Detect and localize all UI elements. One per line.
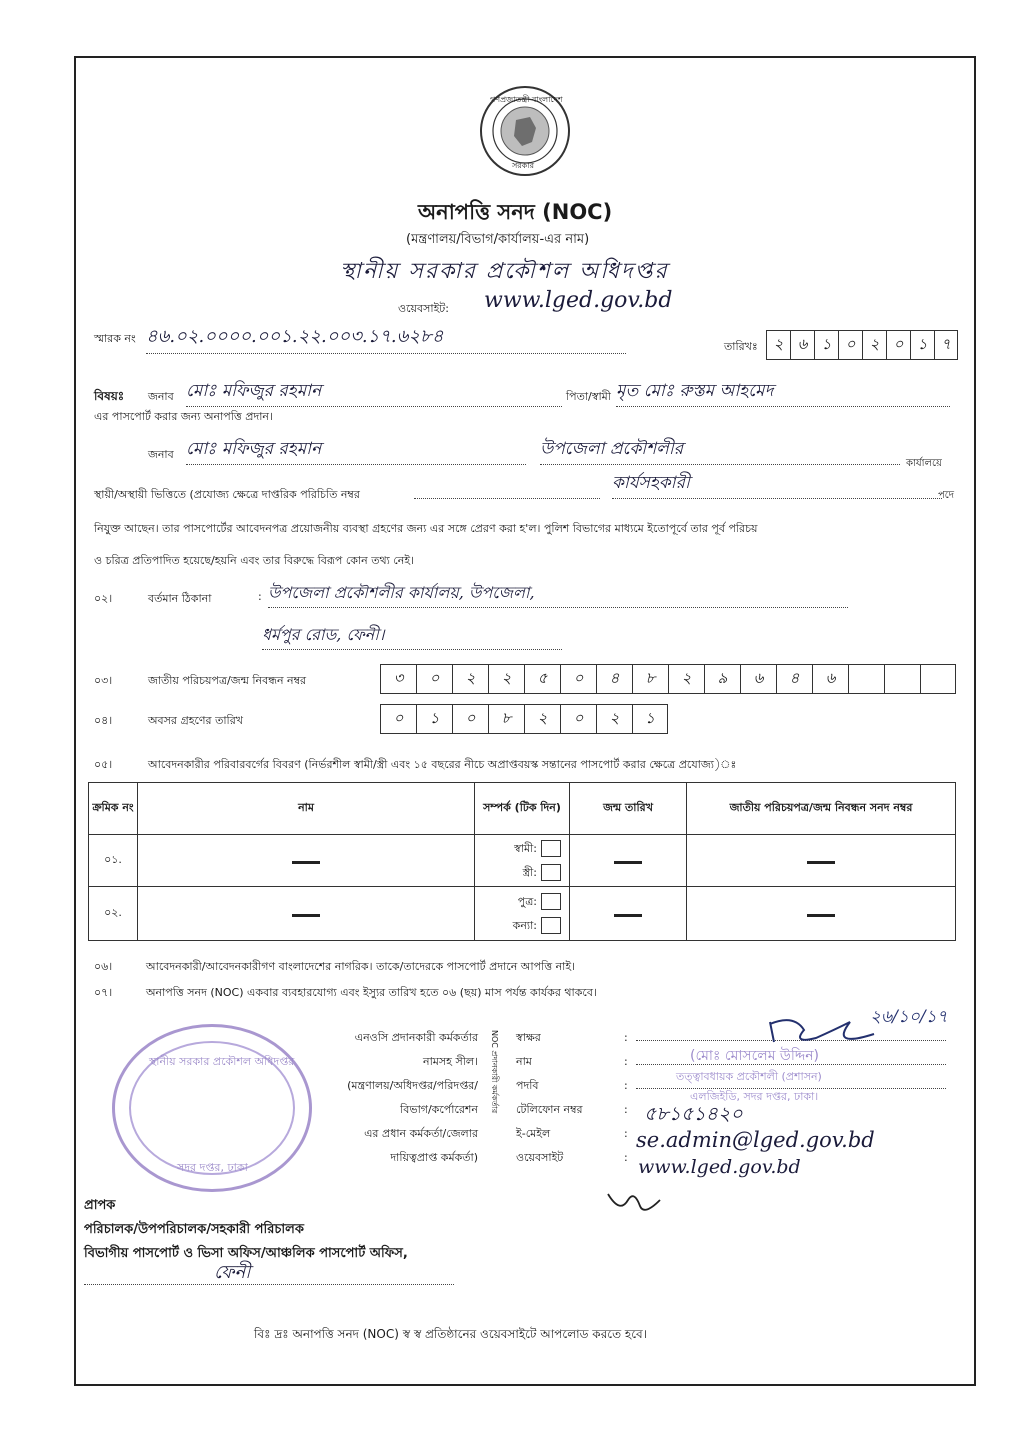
col-dob-header: জন্ম তারিখ bbox=[570, 783, 687, 835]
website-label: ওয়েবসাইট: bbox=[398, 302, 449, 315]
signature-date: ২৬/১০/১৭ bbox=[870, 1007, 948, 1027]
signatory-label: নামসহ সীল। bbox=[423, 1055, 478, 1068]
field-label: স্বাক্ষর bbox=[516, 1031, 541, 1044]
office-stamp: এলজিইডি, সদর দপ্তর, ঢাকা। bbox=[690, 1090, 819, 1103]
recipient-line-2: বিভাগীয় পাসপোর্ট ও ভিসা অফিস/আঞ্চলিক পাসপোর্ট অফিস, bbox=[84, 1246, 408, 1261]
date-digit-box: ২ bbox=[766, 330, 790, 360]
item-07-text: অনাপত্তি সনদ (NOC) একবার ব্যবহারযোগ্য এবং ইস্যুর তারিখ হতে ০৬ (ছয়) মাস পর্যন্ত কার্যকর থাকবে। bbox=[146, 986, 597, 999]
body-line-3: নিযুক্ত আছেন। তার পাসপোর্টের আবেদনপত্র প্রয়োজনীয় ব্যবস্থা গ্রহণের জন্য এর সঙ্গে প্রেরণ করা হ'ল। পুলিশ বিভাগের মাধ্যমে ইতোপূর্বে তার পূর্ব পরিচয় bbox=[94, 522, 758, 535]
date-digit-box: ০ bbox=[838, 330, 862, 360]
janab-label: জনাব bbox=[148, 390, 174, 403]
item-03-number: ০৩। bbox=[94, 674, 113, 687]
signature-scribble bbox=[764, 1008, 884, 1048]
item-05-label: আবেদনকারীর পরিবারবর্গের বিবরণ (নির্ভরশীল স্বামী/স্ত্রী এবং ১৫ বছরের নীচে অপ্রাপ্তবয়স্ক সন্তানের পাসপোর্ট করার ক্ষেত্রে প্রযোজ্য)ঃ bbox=[148, 758, 737, 771]
row-name bbox=[138, 887, 475, 941]
recipient-city-line bbox=[84, 1278, 454, 1285]
signatory-colons: : : : : : : bbox=[624, 1031, 628, 1164]
office-of-applicant: উপজেলা প্রকৌশলীর bbox=[540, 436, 900, 465]
signatory-label: দায়িত্বপ্রাপ্ত কর্মকর্তা) bbox=[390, 1151, 478, 1164]
field-label: নাম bbox=[516, 1055, 532, 1068]
row-dob bbox=[570, 887, 687, 941]
row-nid bbox=[687, 887, 956, 941]
body-applicant-name: মোঃ মফিজুর রহমান bbox=[186, 436, 526, 465]
vertical-label: NOC প্রদানকারী কর্মকর্তার bbox=[490, 1030, 499, 1114]
job-basis-label: স্থায়ী/অস্থায়ী ভিত্তিতে (প্রযোজ্য ক্ষেত্রে দাপ্তরিক পরিচিতি নম্বর bbox=[94, 488, 360, 501]
retirement-digit-box: ২ bbox=[596, 704, 632, 734]
date-label: তারিখঃ bbox=[724, 340, 758, 353]
item-07-number: ০৭। bbox=[94, 986, 113, 999]
signatory-field-labels bbox=[516, 1026, 583, 1170]
document-subtitle: (মন্ত্রণালয়/বিভাগ/কার্যালয়-এর নাম) bbox=[406, 232, 590, 247]
item-05-number: ০৫। bbox=[94, 758, 113, 771]
row-name bbox=[138, 835, 475, 887]
recipient-city: ফেনী bbox=[214, 1262, 251, 1283]
signatory-label: বিভাগ/কর্পোরেশন bbox=[400, 1103, 478, 1116]
body-janab-label: জনাব bbox=[148, 448, 174, 461]
website-value: www.lged.gov.bd bbox=[484, 288, 673, 313]
item-02-label: বর্তমান ঠিকানা bbox=[148, 592, 212, 605]
phone-value: ৫৮১৫১৪২০ bbox=[644, 1103, 743, 1125]
row-serial: ০১. bbox=[89, 835, 138, 887]
retirement-digit-box: ২ bbox=[524, 704, 560, 734]
date-digit-box: ০ bbox=[886, 330, 910, 360]
nid-digit-box bbox=[884, 664, 920, 694]
relation-checkbox[interactable] bbox=[541, 917, 561, 934]
designation-stamp: তত্ত্বাবধায়ক প্রকৌশলী (প্রশাসন) bbox=[676, 1070, 822, 1083]
field-label: পদবি bbox=[516, 1079, 539, 1092]
retirement-digit-box: ৮ bbox=[488, 704, 524, 734]
nid-digit-boxes bbox=[380, 664, 956, 694]
col-serial-header: ক্রমিক নং bbox=[89, 783, 138, 835]
document-title: অনাপত্তি সনদ (NOC) bbox=[418, 200, 613, 224]
name-stamp: (মোঃ মোসলেম উদ্দিন) bbox=[690, 1048, 820, 1064]
nid-digit-box: ২ bbox=[452, 664, 488, 694]
father-name: মৃত মোঃ রুস্তম আহমেদ bbox=[616, 378, 950, 407]
office-name: স্থানীয় সরকার প্রকৌশল অধিদপ্তর bbox=[340, 259, 669, 284]
date-digit-box: ১ bbox=[910, 330, 934, 360]
father-label: পিতা/স্বামী bbox=[566, 390, 611, 403]
date-digit-box: ২ bbox=[862, 330, 886, 360]
memo-date-boxes bbox=[766, 330, 958, 360]
relation-label: পুত্র: bbox=[517, 894, 537, 908]
nid-digit-box: ৯ bbox=[704, 664, 740, 694]
post-suffix: পদে bbox=[938, 490, 955, 501]
row-nid bbox=[687, 835, 956, 887]
retirement-digit-box: ০ bbox=[452, 704, 488, 734]
subject-purpose: এর পাসপোর্ট করার জন্য অনাপত্তি প্রদান। bbox=[94, 410, 273, 423]
nid-digit-box: ০ bbox=[416, 664, 452, 694]
round-seal-bottom: সদর দপ্তর, ঢাকা bbox=[177, 1161, 248, 1174]
nid-digit-box bbox=[848, 664, 884, 694]
item-06-text: আবেদনকারী/আবেদনকারীগণ বাংলাদেশের নাগরিক। তাকে/তাদেরকে পাসপোর্ট প্রদানে আপত্তি নাই। bbox=[146, 960, 576, 973]
relation-checkbox[interactable] bbox=[541, 864, 561, 881]
applicant-post: কার্যসহকারী bbox=[612, 470, 942, 499]
item-04-label: অবসর গ্রহণের তারিখ bbox=[148, 714, 243, 727]
signatory-label: এনওসি প্রদানকারী কর্মকর্তার bbox=[354, 1031, 478, 1044]
recipient-line-1: পরিচালক/উপপরিচালক/সহকারী পরিচালক bbox=[84, 1222, 304, 1237]
retirement-digit-box: ০ bbox=[560, 704, 596, 734]
row-relation bbox=[475, 887, 570, 941]
field-label: ই-মেইল bbox=[516, 1127, 551, 1140]
field-label: ওয়েবসাইট bbox=[516, 1151, 564, 1164]
footer-note: বিঃ দ্রঃ অনাপত্তি সনদ (NOC) স্ব স্ব প্রতিষ্ঠানের ওয়েবসাইটে আপলোড করতে হবে। bbox=[254, 1327, 648, 1341]
nid-digit-box: ৬ bbox=[740, 664, 776, 694]
nid-digit-box: ৫ bbox=[524, 664, 560, 694]
row-relation bbox=[475, 835, 570, 887]
col-nid-header: জাতীয় পরিচয়পত্র/জন্ম নিবন্ধন সনদ নম্বর bbox=[687, 783, 956, 835]
official-id-blank bbox=[414, 484, 600, 499]
table-row bbox=[89, 835, 956, 887]
address-line-2: ধর্মপুর রোড, ফেনী। bbox=[262, 622, 562, 650]
seal-bottom-text: সরকার bbox=[512, 161, 535, 170]
relation-label: স্ত্রী: bbox=[522, 865, 537, 879]
round-seal-text: স্থানীয় সরকার প্রকৌশল অধিদপ্তর bbox=[149, 1055, 295, 1068]
memo-number: ৪৬.০২.০০০০.০০১.২২.০০৩.১৭.৬২৮৪ bbox=[146, 322, 626, 354]
office-round-seal bbox=[112, 1024, 312, 1192]
field-label: টেলিফোন নম্বর bbox=[516, 1103, 583, 1116]
signatory-label: (মন্ত্রণালয়/অধিদপ্তর/পরিদপ্তর/ bbox=[347, 1079, 478, 1092]
memo-label: স্মারক নং bbox=[94, 332, 136, 345]
relation-label: স্বামী: bbox=[514, 841, 537, 855]
nid-digit-box: ৮ bbox=[632, 664, 668, 694]
nid-digit-box: ৬ bbox=[812, 664, 848, 694]
nid-digit-box: ৪ bbox=[776, 664, 812, 694]
relation-checkbox[interactable] bbox=[541, 893, 561, 910]
recipient-label: প্রাপক bbox=[84, 1198, 116, 1213]
item-04-number: ০৪। bbox=[94, 714, 113, 727]
applicant-name: মোঃ মফিজুর রহমান bbox=[186, 378, 562, 407]
retirement-digit-box: ১ bbox=[632, 704, 668, 734]
item-02-colon: : bbox=[258, 590, 262, 603]
item-03-label: জাতীয় পরিচয়পত্র/জন্ম নিবন্ধন নম্বর bbox=[148, 674, 307, 687]
nid-digit-box: ৩ bbox=[380, 664, 416, 694]
address-line-1: উপজেলা প্রকৌশলীর কার্যালয়, উপজেলা, bbox=[268, 580, 848, 608]
col-name-header: নাম bbox=[138, 783, 475, 835]
retirement-date-boxes bbox=[380, 704, 668, 734]
nid-digit-box: ০ bbox=[560, 664, 596, 694]
relation-label: কন্যা: bbox=[512, 918, 537, 932]
table-row bbox=[89, 887, 956, 941]
signatory-left-labels bbox=[300, 1026, 478, 1170]
date-digit-box: ৬ bbox=[790, 330, 814, 360]
date-digit-box: ৭ bbox=[934, 330, 958, 360]
retirement-digit-box: ১ bbox=[416, 704, 452, 734]
seal-top-text: গণপ্রজাতন্ত্রী বাংলাদেশ bbox=[490, 95, 563, 104]
initials-scribble bbox=[604, 1186, 664, 1220]
body-line-4: ও চরিত্র প্রতিপাদিত হয়েছে/হয়নি এবং তার বিরুদ্ধে বিরূপ কোন তথ্য নেই। bbox=[94, 554, 414, 567]
email-value: se.admin@lged.gov.bd bbox=[636, 1128, 875, 1152]
nid-digit-box bbox=[920, 664, 956, 694]
nid-digit-box: ৪ bbox=[596, 664, 632, 694]
subject-label: বিষয়ঃ bbox=[94, 389, 125, 403]
family-table bbox=[88, 782, 956, 941]
date-digit-box: ১ bbox=[814, 330, 838, 360]
item-02-number: ০২। bbox=[94, 592, 113, 605]
row-serial: ০২. bbox=[89, 887, 138, 941]
nid-digit-box: ২ bbox=[488, 664, 524, 694]
website-value-signatory: www.lged.gov.bd bbox=[638, 1156, 801, 1178]
signatory-label: এর প্রধান কর্মকর্তা/জেলার bbox=[364, 1127, 478, 1140]
retirement-digit-box: ০ bbox=[380, 704, 416, 734]
relation-checkbox[interactable] bbox=[541, 840, 561, 857]
row-dob bbox=[570, 835, 687, 887]
office-suffix: কার্যালয়ে bbox=[906, 458, 942, 469]
nid-digit-box: ২ bbox=[668, 664, 704, 694]
item-06-number: ০৬। bbox=[94, 960, 113, 973]
col-relation-header: সম্পর্ক (টিক দিন) bbox=[475, 783, 570, 835]
